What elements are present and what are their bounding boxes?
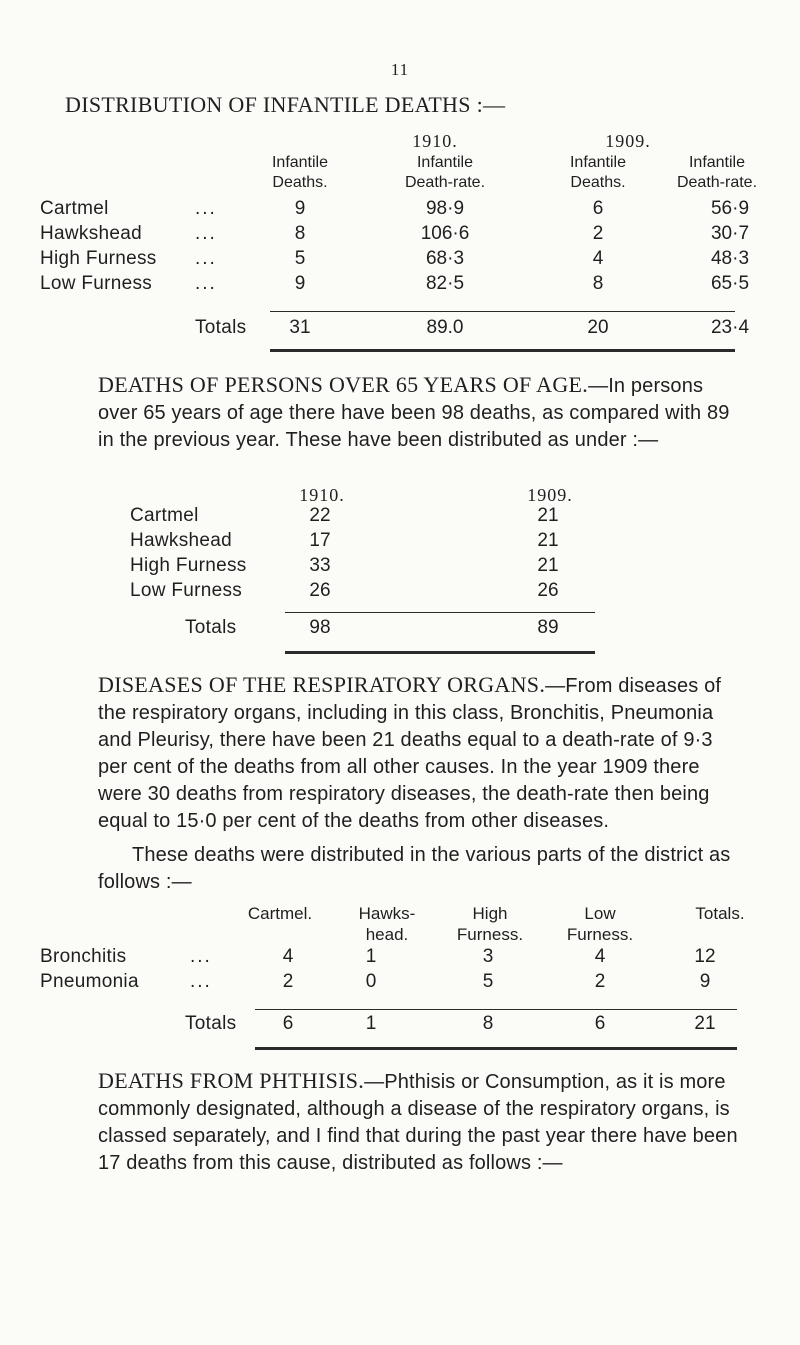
respiratory-paragraph-2 <box>98 842 738 896</box>
cell: 2 <box>594 971 606 992</box>
cell: 82·5 <box>425 273 465 294</box>
resp-bottom-rule <box>255 1047 737 1050</box>
cell: 6 <box>594 1013 606 1034</box>
cell: 4 <box>592 248 604 269</box>
cell: 9 <box>294 198 306 219</box>
respiratory-text-2: These deaths were distributed in the various parts of the district as follows :— <box>98 844 731 893</box>
row-dots: ... <box>190 971 212 992</box>
cell: 20 <box>587 317 609 338</box>
over65-paragraph <box>98 371 738 454</box>
cell: 89.0 <box>426 317 464 338</box>
totals-label: Totals <box>185 617 237 638</box>
phthisis-paragraph <box>98 1067 738 1177</box>
infantile-col1-line1: Infantile <box>271 154 329 171</box>
respiratory-paragraph <box>98 671 738 835</box>
cell: 26 <box>309 580 331 601</box>
cell: 8 <box>482 1013 494 1034</box>
cell: 65·5 <box>710 273 750 294</box>
respiratory-heading: DISEASES OF THE RESPIRATORY ORGANS. <box>98 672 546 697</box>
row-dots: ... <box>195 248 217 269</box>
infantile-year-1909: 1909. <box>605 131 651 151</box>
cell: 9 <box>294 273 306 294</box>
over65-bottom-rule <box>285 651 595 654</box>
row-dots: ... <box>190 946 212 967</box>
resp-col3-line2: Furness. <box>456 925 524 944</box>
infantile-col3-line2: Deaths. <box>570 174 626 191</box>
infantile-year-1910: 1910. <box>412 131 458 151</box>
row-label: High Furness <box>130 555 247 576</box>
cell: 98·9 <box>425 198 465 219</box>
phthisis-heading: DEATHS FROM PHTHISIS. <box>98 1068 365 1093</box>
cell: 12 <box>694 946 716 967</box>
cell: 2 <box>592 223 604 244</box>
over65-totals-rule <box>285 612 595 613</box>
infantile-col4-line2: Death-rate. <box>676 174 758 191</box>
over65-year-1910: 1910. <box>299 485 345 505</box>
resp-col5-line1: Totals. <box>695 904 745 923</box>
over65-year-1909: 1909. <box>527 485 573 505</box>
row-dots: ... <box>195 198 217 219</box>
cell: 31 <box>289 317 311 338</box>
resp-col1-line1: Cartmel. <box>247 904 313 923</box>
cell: 21 <box>537 530 559 551</box>
cell: 21 <box>694 1013 716 1034</box>
infantile-col2-line2: Death-rate. <box>404 174 486 191</box>
totals-label: Totals <box>185 1013 237 1034</box>
cell: 5 <box>294 248 306 269</box>
resp-col3-line1: High <box>472 904 508 923</box>
cell: 23·4 <box>710 317 750 338</box>
infantile-col3-line1: Infantile <box>569 154 627 171</box>
cell: 5 <box>482 971 494 992</box>
totals-label: Totals <box>195 317 247 338</box>
cell: 3 <box>482 946 494 967</box>
resp-col2-line1: Hawks- <box>358 904 416 923</box>
row-label: Cartmel <box>130 505 199 526</box>
cell: 56·9 <box>710 198 750 219</box>
infantile-col1-line2: Deaths. <box>272 174 328 191</box>
cell: 98 <box>309 617 331 638</box>
resp-col4-line1: Low <box>584 904 616 923</box>
resp-col2-line2: head. <box>365 925 409 944</box>
cell: 106·6 <box>420 223 470 244</box>
cell: 22 <box>309 505 331 526</box>
cell: 2 <box>282 971 294 992</box>
cell: 4 <box>282 946 294 967</box>
row-label: Cartmel <box>40 198 109 219</box>
resp-col4-line2: Furness. <box>566 925 634 944</box>
respiratory-text: —From diseases of the respiratory organs, including in this class, Bronchitis, Pneumonia and Pleurisy, there have been 21 deaths equal to a death-rate of 9·3 per cent of the deaths from all other causes. In the year 1909 there were 30 deaths from respiratory diseases, the death-rate then being equal to 15·0 per cent of the deaths from other diseases. <box>98 675 722 832</box>
cell: 4 <box>594 946 606 967</box>
cell: 26 <box>537 580 559 601</box>
row-dots: ... <box>195 273 217 294</box>
row-dots: ... <box>195 223 217 244</box>
infantile-col4-line1: Infantile <box>688 154 746 171</box>
cell: 48·3 <box>710 248 750 269</box>
page-number: 11 <box>390 60 410 79</box>
cell: 33 <box>309 555 331 576</box>
row-label: Bronchitis <box>40 946 127 967</box>
cell: 9 <box>699 971 711 992</box>
over65-heading: DEATHS OF PERSONS OVER 65 YEARS OF AGE. <box>98 372 589 397</box>
cell: 1 <box>365 1013 377 1034</box>
cell: 21 <box>537 505 559 526</box>
cell: 30·7 <box>710 223 750 244</box>
cell: 1 <box>365 946 377 967</box>
infantile-bottom-rule <box>270 349 735 352</box>
cell: 6 <box>282 1013 294 1034</box>
row-label: Low Furness <box>40 273 153 294</box>
cell: 6 <box>592 198 604 219</box>
row-label: Hawkshead <box>40 223 142 244</box>
over65-text: —In persons over 65 years of age there have been 98 deaths, as compared with 89 in the previous year. These have been distributed as under :— <box>98 375 730 451</box>
infantile-col2-line1: Infantile <box>416 154 474 171</box>
row-label: High Furness <box>40 248 157 269</box>
cell: 17 <box>309 530 331 551</box>
cell: 21 <box>537 555 559 576</box>
infantile-totals-rule <box>270 311 735 312</box>
phthisis-text: —Phthisis or Consumption, as it is more commonly designated, although a disease of the respiratory organs, is classed separately, and I find that during the past year there have been 17 deaths from this cause, distributed as follows :— <box>98 1071 738 1174</box>
resp-totals-rule <box>255 1009 737 1010</box>
cell: 0 <box>365 971 377 992</box>
row-label: Hawkshead <box>130 530 232 551</box>
cell: 89 <box>537 617 559 638</box>
cell: 8 <box>294 223 306 244</box>
cell: 68·3 <box>425 248 465 269</box>
row-label: Low Furness <box>130 580 243 601</box>
cell: 8 <box>592 273 604 294</box>
row-label: Pneumonia <box>40 971 139 992</box>
infantile-heading: DISTRIBUTION OF INFANTILE DEATHS :— <box>65 92 506 117</box>
